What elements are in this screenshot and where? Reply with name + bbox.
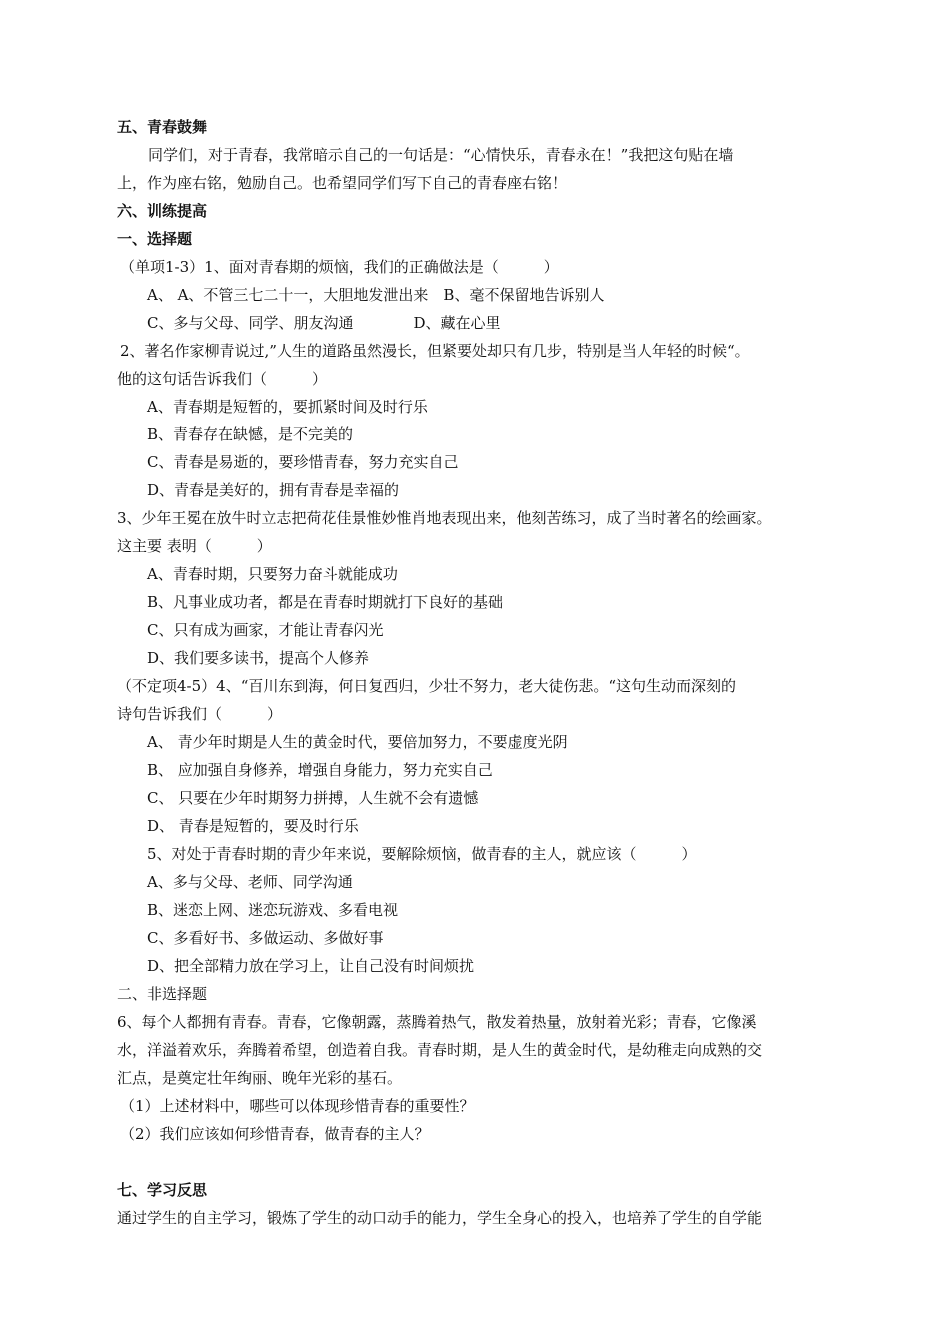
question1-stem: （单项1-3）1、面对青春期的烦恼，我们的正确做法是（ ） bbox=[120, 258, 559, 276]
question4-option-c: C、 只要在少年时期努力拼搏，人生就不会有遗憾 bbox=[147, 789, 479, 807]
question4-option-a: A、 青少年时期是人生的黄金时代，要倍加努力，不要虚度光阴 bbox=[147, 733, 568, 751]
question1-options-ab: A、 A、不管三七二十一，大胆地发泄出来 B、毫不保留地告诉别人 bbox=[147, 286, 605, 304]
section5-heading: 五、青春鼓舞 bbox=[117, 118, 208, 136]
question5-option-c: C、多看好书、多做运动、多做好事 bbox=[147, 929, 384, 947]
section6-heading: 六、训练提高 bbox=[117, 202, 208, 220]
question4-option-d: D、 青春是短暂的，要及时行乐 bbox=[147, 817, 359, 835]
question6-line2: 水，洋溢着欢乐，奔腾着希望，创造着自我。青春时期，是人生的黄金时代，是幼稚走向成熟的交 bbox=[117, 1041, 763, 1059]
non-choice-questions-heading: 二、非选择题 bbox=[117, 985, 208, 1003]
question4-option-b: B、 应加强自身修养，增强自身能力，努力充实自己 bbox=[147, 761, 493, 779]
question2-option-a: A、青春期是短暂的，要抓紧时间及时行乐 bbox=[147, 398, 428, 416]
question6-line3: 汇点，是奠定壮年绚丽、晚年光彩的基石。 bbox=[117, 1069, 403, 1087]
section7-heading: 七、学习反思 bbox=[117, 1181, 208, 1199]
question3-option-c: C、只有成为画家，才能让青春闪光 bbox=[147, 621, 384, 639]
question2-option-b: B、青春存在缺憾，是不完美的 bbox=[147, 425, 354, 443]
question2-option-d: D、青春是美好的，拥有青春是幸福的 bbox=[147, 481, 400, 499]
question5-stem: 5、对处于青春时期的青少年来说，要解除烦恼，做青春的主人，就应该（ ） bbox=[147, 845, 697, 863]
question5-option-a: A、多与父母、老师、同学沟通 bbox=[147, 873, 353, 891]
question2-stem-line2: 他的这句话告诉我们（ ） bbox=[117, 370, 328, 388]
section5-paragraph-line1: 同学们，对于青春，我常暗示自己的一句话是：“心情快乐，青春永在！”我把这句贴在墙 bbox=[148, 146, 734, 164]
question5-option-d: D、把全部精力放在学习上，让自己没有时间烦扰 bbox=[147, 957, 475, 975]
question2-stem-line1: 2、著名作家柳青说过,”人生的道路虽然漫长，但紧要处却只有几步，特别是当人年轻的时候“。 bbox=[120, 342, 750, 360]
question4-stem-line2: 诗句告诉我们（ ） bbox=[117, 705, 283, 723]
question1-options-cd: C、多与父母、同学、朋友沟通 D、藏在心里 bbox=[147, 314, 501, 332]
question6-subquestion1: （1）上述材料中，哪些可以体现珍惜青春的重要性？ bbox=[120, 1097, 475, 1115]
section5-paragraph-line2: 上，作为座右铭，勉励自己。也希望同学们写下自己的青春座右铭！ bbox=[117, 174, 568, 192]
question6-subquestion2: （2）我们应该如何珍惜青春，做青春的主人？ bbox=[120, 1125, 430, 1143]
question3-stem-line1: 3、少年王冕在放牛时立志把荷花佳景惟妙惟肖地表现出来，他刻苦练习，成了当时著名的绘画家。 bbox=[117, 509, 772, 527]
question3-option-b: B、凡事业成功者，都是在青春时期就打下良好的基础 bbox=[147, 593, 504, 611]
question3-option-d: D、我们要多读书，提高个人修养 bbox=[147, 649, 370, 667]
question3-stem-line2: 这主要 表明（ ） bbox=[117, 537, 272, 555]
question2-option-c: C、青春是易逝的，要珍惜青春，努力充实自己 bbox=[147, 453, 459, 471]
question3-option-a: A、青春时期，只要努力奋斗就能成功 bbox=[147, 565, 398, 583]
question4-stem-line1: （不定项4-5）4、“百川东到海，何日复西归，少壮不努力，老大徒伤悲。“这句生动而深刻的 bbox=[117, 677, 737, 695]
question6-line1: 6、每个人都拥有青春。青春，它像朝露，蒸腾着热气，散发着热量，放射着光彩；青春，它像溪 bbox=[117, 1013, 757, 1031]
question5-option-b: B、迷恋上网、迷恋玩游戏、多看电视 bbox=[147, 901, 399, 919]
section7-paragraph-line1: 通过学生的自主学习，锻炼了学生的动口动手的能力，学生全身心的投入，也培养了学生的自学能 bbox=[117, 1209, 763, 1227]
choice-questions-heading: 一、选择题 bbox=[117, 230, 193, 248]
